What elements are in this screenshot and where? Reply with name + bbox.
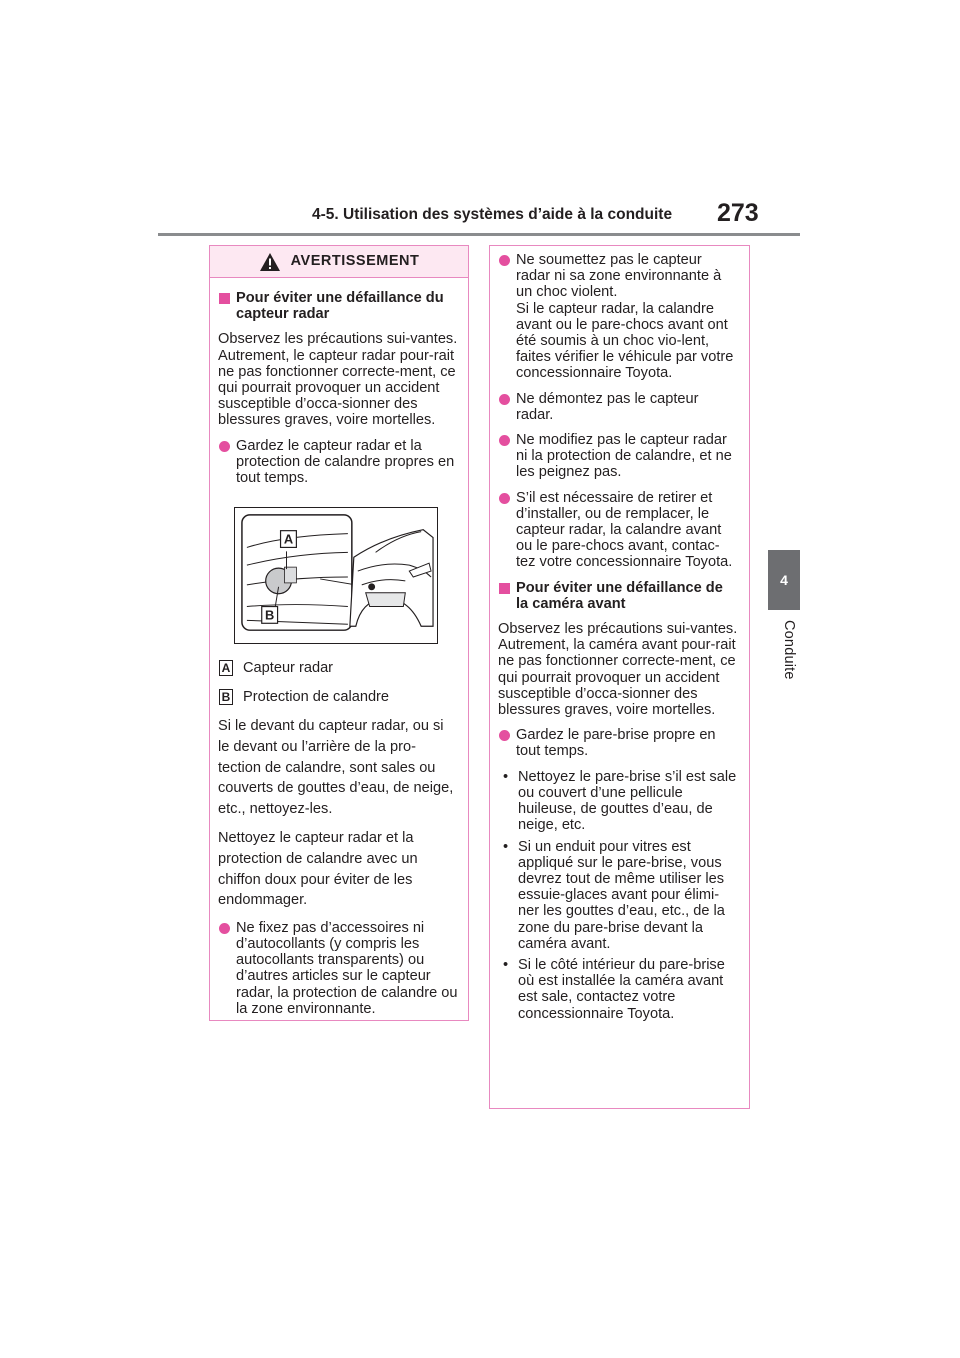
chapter-label: Conduite (781, 620, 797, 680)
page-number: 273 (717, 199, 759, 227)
header-rule (158, 233, 800, 236)
legend-a (218, 658, 458, 678)
bullet-no-accessories: Ne fixez pas d’accessoires ni d’autocollants (y compris les autocollants transparents) ou d’autres articles sur le capteur radar, la protection de calandre ou la zone environnante. (218, 920, 458, 1017)
legend-b-text: Protection de calandre (243, 689, 390, 706)
heading-radar-sensor: Pour éviter une défaillance du capteur radar (218, 290, 458, 322)
radar-sensor-figure (234, 507, 438, 644)
chapter-tab (768, 550, 800, 610)
camera-intro-text-2: Autrement, la caméra avant pour-rait ne pas fonctionner correcte-ment, ce qui pourrait provoquer un accident susceptible d’occa-sionner des blessures graves, voire mortelles. (498, 637, 736, 719)
dash-clean-windshield: • Nettoyez le pare-brise s’il est sale ou couvert d’une pellicule huileuse, de gouttes d’eau, de neige, etc. (498, 769, 739, 834)
warning-panel-left (209, 245, 469, 1021)
bullet-no-shock (498, 252, 739, 382)
bullet-no-shock-line2: Si le capteur radar, la calandre avant ou le pare-chocs avant ont été soumis à un choc vio-lent, faites vérifier le véhicule par votre concessionnaire Toyota. (516, 300, 734, 382)
camera-intro-text-1: Observez les précautions sui-vantes. (498, 621, 738, 638)
dash-interior-dirty: • Si le côté intérieur du pare-brise où est installée la caméra avant est sale, contactez votre concessionnaire Toyota. (498, 957, 739, 1022)
paragraph-cleaning-2: Nettoyez le capteur radar et la protection de calandre avec un chiffon doux pour éviter de les endommager. (218, 830, 418, 909)
legend-b-key: B (219, 689, 233, 705)
bullet-no-modification: Ne modifiez pas le capteur radar ni la protection de calandre, et ne les peignez pas. (498, 432, 739, 481)
bullet-windshield-clean: Gardez le pare-brise propre en tout temps. (498, 727, 739, 759)
dash-glass-coating: • Si un enduit pour vitres est appliqué sur le pare-brise, vous devrez tout de même utiliser les essuie-glaces avant pour élimi-ner les gouttes d’eau, etc., de la zone du pare-brise devant la caméra avant. (498, 839, 739, 952)
warning-triangle-icon (259, 252, 281, 272)
bullet-no-disassembly: Ne démontez pas le capteur radar. (498, 391, 739, 423)
bullet-no-shock-line1: Ne soumettez pas le capteur radar ni sa zone environnante à un choc violent. (516, 252, 722, 301)
warning-title: AVERTISSEMENT (290, 253, 420, 270)
intro-text-2: Autrement, le capteur radar pour-rait ne pas fonctionner correcte-ment, ce qui pourrait provoquer un accident susceptible d’occa-sionner des blessures graves, voire mortelles. (218, 347, 456, 429)
bullet-keep-clean: Gardez le capteur radar et la protection de calandre propres en tout temps. (218, 438, 458, 487)
intro-text-1: Observez les précautions sui-vantes. (218, 331, 458, 348)
section-title: 4-5. Utilisation des systèmes d’aide à la conduite (312, 206, 673, 223)
figure-label-a: A (283, 531, 294, 547)
bullet-replacement: S’il est nécessaire de retirer et d’installer, ou de remplacer, le capteur radar, la calandre avant ou le pare-chocs avant, contac-tez votre concessionnaire Toyota. (498, 490, 739, 571)
warning-panel-right (489, 245, 750, 1109)
heading-front-camera: Pour éviter une défaillance de la caméra avant (498, 580, 739, 612)
legend-b (218, 687, 458, 707)
chapter-number: 4 (780, 572, 788, 588)
legend-a-key: A (219, 660, 233, 676)
figure-label-b: B (265, 607, 275, 623)
legend-a-text: Capteur radar (243, 660, 334, 677)
paragraph-cleaning-1: Si le devant du capteur radar, ou si le devant ou l’arrière de la pro-tection de calandre, sont sales ou couverts de gouttes d’eau, de neige, etc., nettoyez-les. (218, 718, 454, 817)
warning-header (210, 246, 468, 278)
